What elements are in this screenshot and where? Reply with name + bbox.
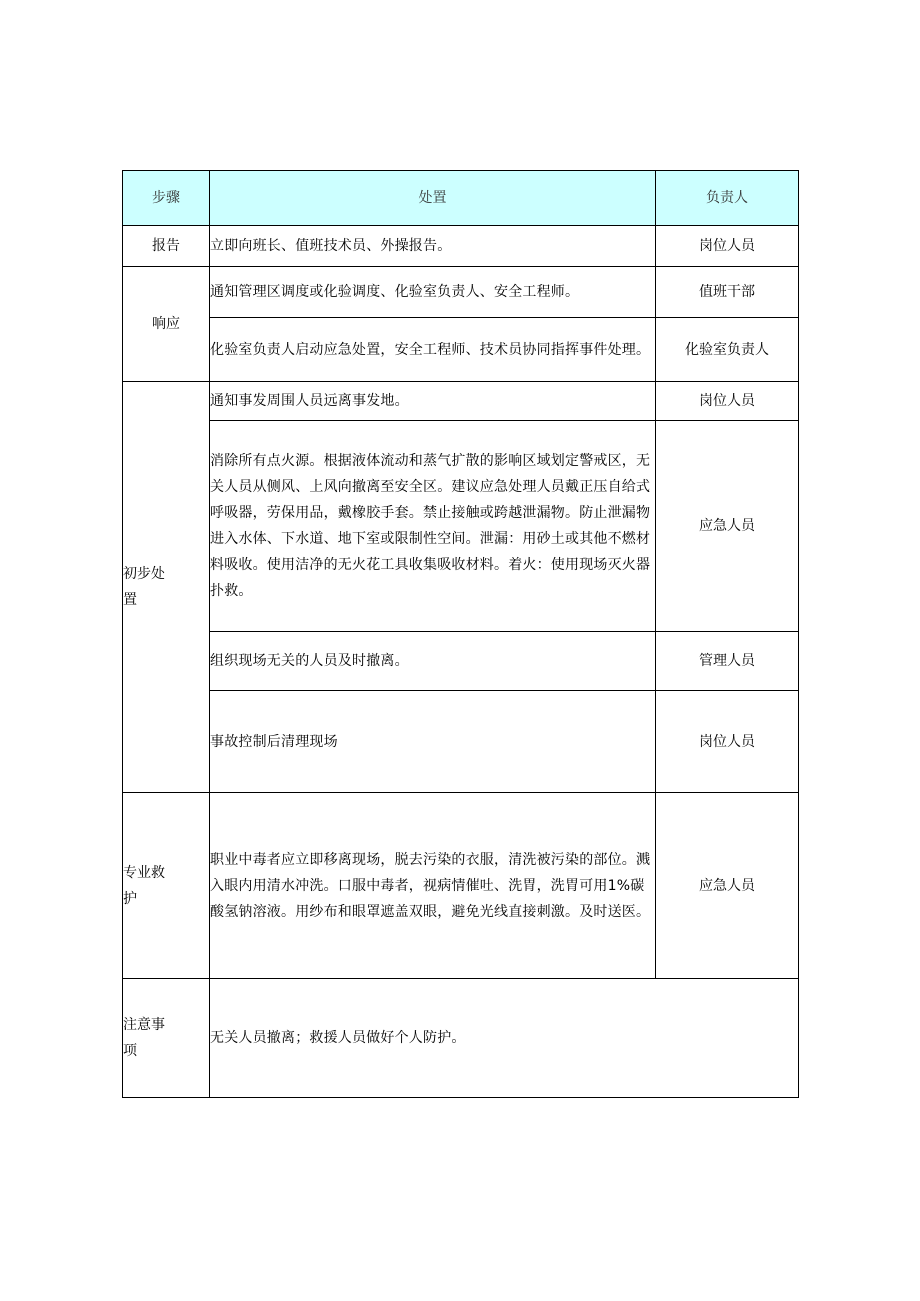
action-respond-2: 化验室负责人启动应急处置，安全工程师、技术员协同指挥事件处理。 (210, 318, 656, 382)
table-row-initial-3 (123, 632, 799, 691)
table-row-respond-1 (123, 267, 799, 318)
header-action: 处置 (210, 171, 656, 226)
step-report: 报告 (123, 226, 210, 267)
table-row-initial-4 (123, 691, 799, 793)
action-respond-1: 通知管理区调度或化验调度、化验室负责人、安全工程师。 (210, 267, 656, 318)
action-notes: 无关人员撤离；救援人员做好个人防护。 (210, 979, 799, 1098)
action-initial-3: 组织现场无关的人员及时撤离。 (210, 632, 656, 691)
step-rescue (123, 793, 210, 979)
owner-respond-1: 值班干部 (656, 267, 799, 318)
table-row-notes (123, 979, 799, 1098)
step-rescue-label: 专业救护 (123, 864, 165, 907)
owner-initial-1: 岗位人员 (656, 382, 799, 421)
table-row-initial-2 (123, 421, 799, 632)
action-initial-2: 消除所有点火源。根据液体流动和蒸气扩散的影响区域划定警戒区，无关人员从侧风、上风向撤离至安全区。建议应急处理人员戴正压自给式呼吸器，劳保用品，戴橡胶手套。禁止接触或跨越泄漏物。防止泄漏物进入水体、下水道、地下室或限制性空间。泄漏：用砂土或其他不燃材料吸收。使用洁净的无火花工具收集吸收材料。着火：使用现场灭火器扑救。 (210, 421, 656, 632)
table-row-report (123, 226, 799, 267)
owner-rescue: 应急人员 (656, 793, 799, 979)
emergency-procedure-table (122, 170, 799, 1098)
step-respond: 响应 (123, 267, 210, 382)
step-initial (123, 382, 210, 793)
owner-respond-2: 化验室负责人 (656, 318, 799, 382)
table-row-rescue (123, 793, 799, 979)
header-step: 步骤 (123, 171, 210, 226)
table-header-row (123, 171, 799, 226)
action-rescue: 职业中毒者应立即移离现场，脱去污染的衣服，清洗被污染的部位。溅入眼内用清水冲洗。口服中毒者，视病情催吐、洗胃，洗胃可用1%碳酸氢钠溶液。用纱布和眼罩遮盖双眼，避免光线直接刺激。及时送医。 (210, 793, 656, 979)
step-initial-label: 初步处置 (123, 566, 165, 608)
owner-initial-3: 管理人员 (656, 632, 799, 691)
step-notes-label: 注意事项 (123, 1017, 165, 1059)
header-owner: 负责人 (656, 171, 799, 226)
owner-report: 岗位人员 (656, 226, 799, 267)
step-notes (123, 979, 210, 1098)
action-initial-1: 通知事发周围人员远离事发地。 (210, 382, 656, 421)
action-initial-4: 事故控制后清理现场 (210, 691, 656, 793)
owner-initial-4: 岗位人员 (656, 691, 799, 793)
action-report: 立即向班长、值班技术员、外操报告。 (210, 226, 656, 267)
table-row-respond-2 (123, 318, 799, 382)
owner-initial-2: 应急人员 (656, 421, 799, 632)
table-row-initial-1 (123, 382, 799, 421)
